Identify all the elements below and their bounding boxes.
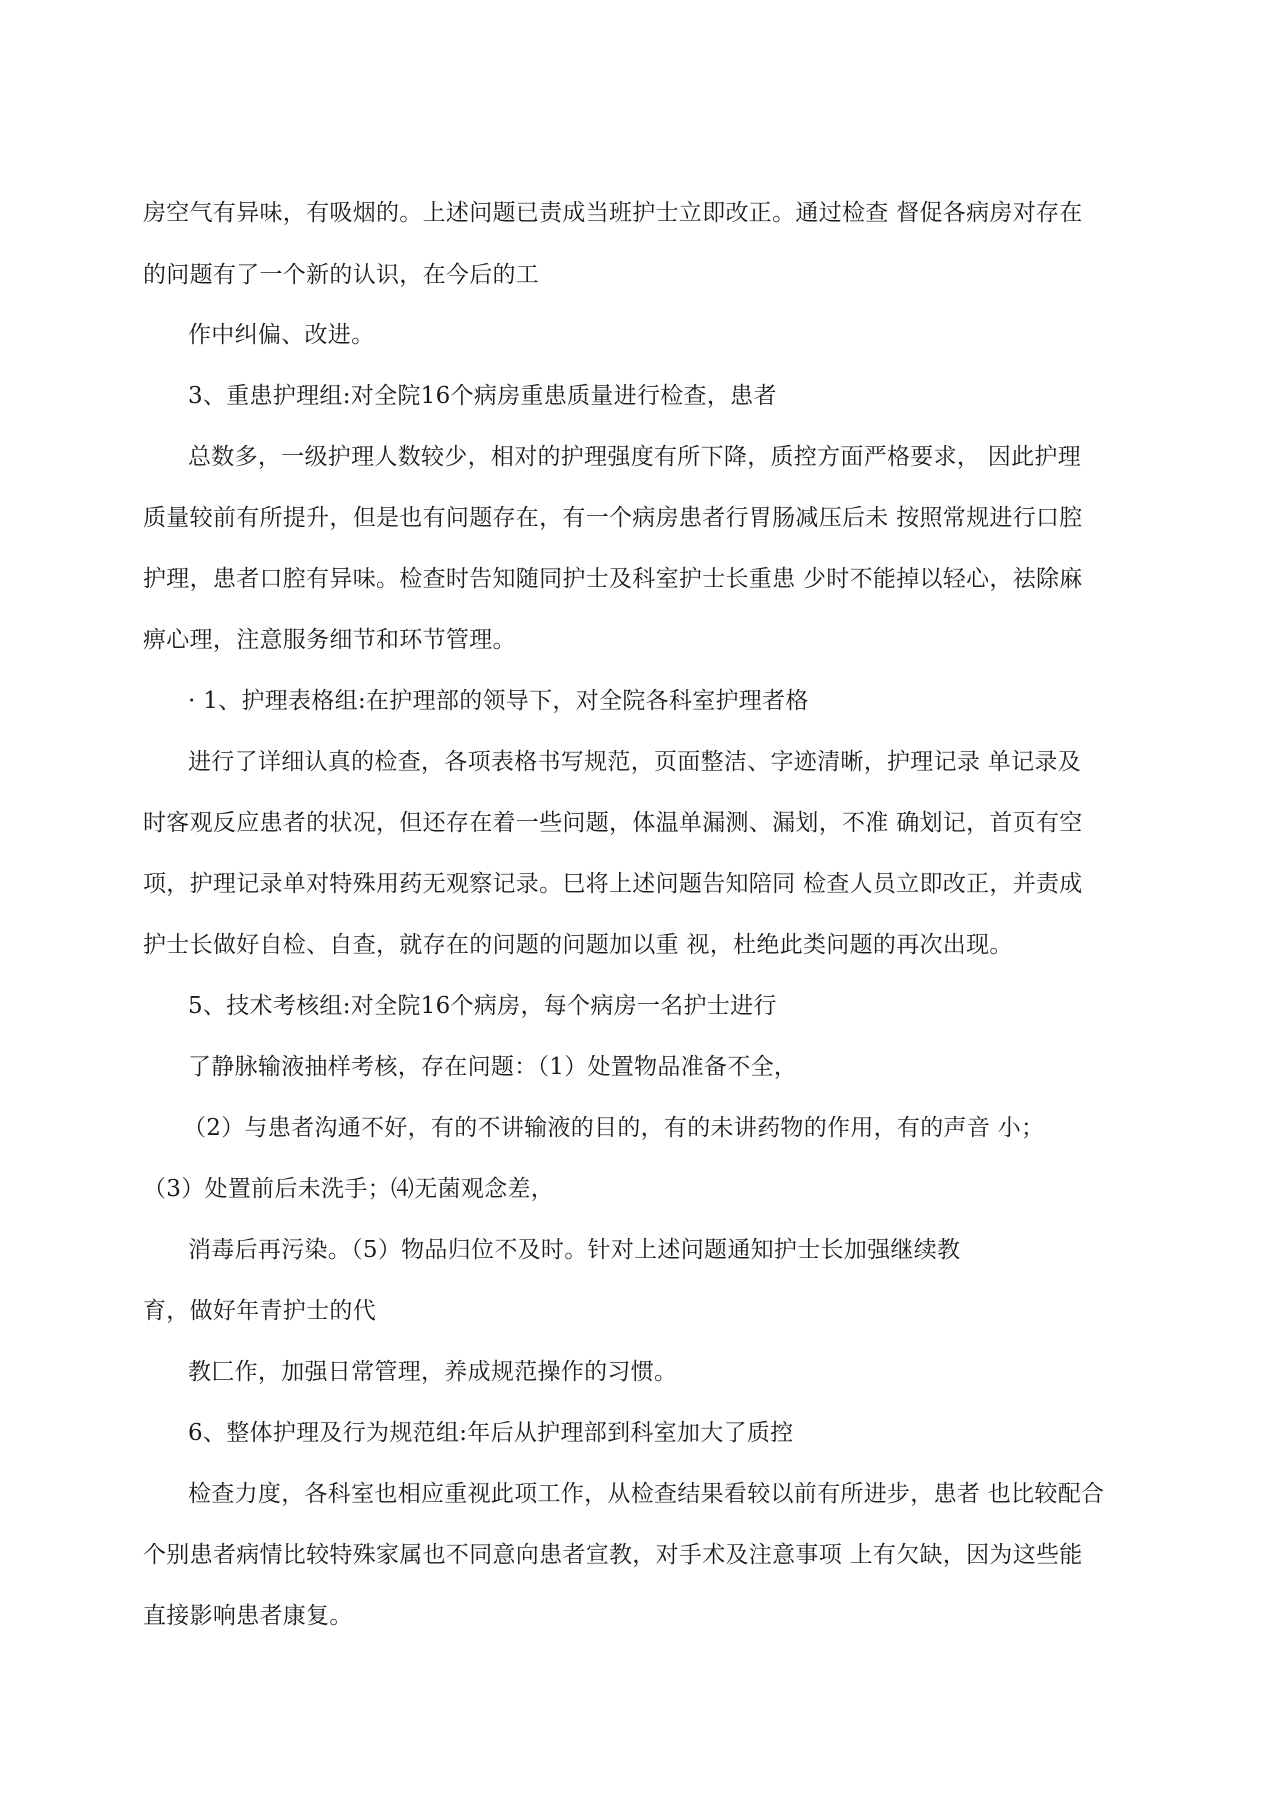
text-line: 项，护理记录单对特殊用药无观察记录。巳将上述问题告知陪同 检查人员立即改正，并责成 xyxy=(143,871,1083,897)
text-line: 进行了详细认真的检查，各项表格书写规范，页面整洁、字迹清晰，护理记录 单记录及 xyxy=(188,749,1082,775)
text-line: 6、整体护理及行为规范组:年后从护理部到科室加大了质控 xyxy=(188,1420,794,1446)
text-line: · 1、护理表格组:在护理部的领导下，对全院各科室护理者格 xyxy=(188,688,809,714)
text-line: 教匚作，加强日常管理，养成规范操作的习惯。 xyxy=(188,1359,678,1385)
text-line: 质量较前有所提升，但是也有问题存在，有一个病房患者行胃肠减压后未 按照常规进行口腔 xyxy=(143,505,1083,531)
text-line: 总数多，一级护理人数较少，相对的护理强度有所下降，质控方面严格要求， 因此护理 xyxy=(188,444,1082,470)
text-line: 痹心理，注意服务细节和环节管理。 xyxy=(143,627,516,653)
text-line: 5、技术考核组:对全院16个病房，每个病房一名护士进行 xyxy=(188,993,777,1019)
text-line: （2）与患者沟通不好，有的不讲输液的目的，有的未讲药物的作用，有的声音 小； xyxy=(183,1115,1045,1141)
text-line: 3、重患护理组:对全院16个病房重患质量进行检查，患者 xyxy=(188,383,777,409)
text-line: （3）处置前后未洗手；⑷无菌观念差， xyxy=(143,1176,555,1202)
text-line: 的问题有了一个新的认识，在今后的工 xyxy=(143,262,540,288)
text-line: 护理，患者口腔有异味。检查时告知随同护士及科室护士长重患 少时不能掉以轻心，祛除麻 xyxy=(143,566,1083,592)
text-line: 直接影响患者康复。 xyxy=(143,1603,353,1629)
text-line: 了静脉输液抽样考核，存在问题：（1）处置物品准备不全， xyxy=(188,1054,798,1080)
text-line: 护士长做好自检、自查，就存在的问题的问题加以重 视，杜绝此类问题的再次出现。 xyxy=(143,932,1013,958)
text-line: 房空气有异味，有吸烟的。上述问题已责成当班护士立即改正。通过检查 督促各病房对存在 xyxy=(143,200,1083,226)
text-line: 个别患者病情比较特殊家属也不同意向患者宣教，对手术及注意事项 上有欠缺，因为这些能 xyxy=(143,1542,1083,1568)
text-line: 作中纠偏、改进。 xyxy=(188,322,375,348)
text-line: 消毒后再污染。（5）物品归位不及时。针对上述问题通知护士长加强继续教 xyxy=(188,1237,961,1263)
text-line: 时客观反应患者的状况，但还存在着一些问题，体温单漏测、漏划，不准 确划记，首页有空 xyxy=(143,810,1083,836)
text-line: 育，做好年青护士的代 xyxy=(143,1298,376,1324)
text-line: 检查力度，各科室也相应重视此项工作，从检查结果看较以前有所进步，患者 也比较配合 xyxy=(188,1481,1105,1507)
